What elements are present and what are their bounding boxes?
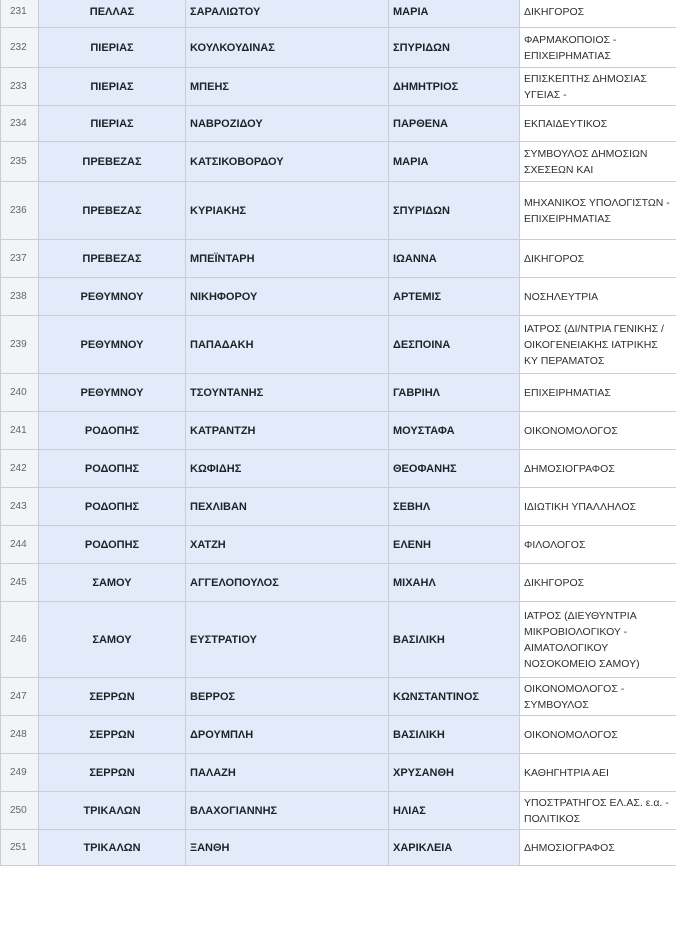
last-name-cell[interactable]: ΔΡΟΥΜΠΛΗ: [186, 716, 389, 754]
row-number-cell[interactable]: 236: [1, 182, 39, 240]
first-name-cell[interactable]: ΧΡΥΣΑΝΘΗ: [389, 754, 520, 792]
last-name-cell[interactable]: ΑΓΓΕΛΟΠΟΥΛΟΣ: [186, 564, 389, 602]
last-name-cell[interactable]: ΒΕΡΡΟΣ: [186, 678, 389, 716]
first-name-cell[interactable]: ΑΡΤΕΜΙΣ: [389, 278, 520, 316]
region-cell[interactable]: ΠΡΕΒΕΖΑΣ: [39, 182, 186, 240]
region-cell[interactable]: ΡΟΔΟΠΗΣ: [39, 450, 186, 488]
region-cell[interactable]: ΡΟΔΟΠΗΣ: [39, 412, 186, 450]
row-number-cell[interactable]: 246: [1, 602, 39, 678]
table-row: [1, 0, 676, 28]
row-number-cell[interactable]: 233: [1, 68, 39, 106]
table-row: [1, 678, 676, 716]
first-name-cell[interactable]: ΠΑΡΘΕΝΑ: [389, 106, 520, 142]
table-row: [1, 374, 676, 412]
first-name-cell[interactable]: ΓΑΒΡΙΗΛ: [389, 374, 520, 412]
region-cell[interactable]: ΠΡΕΒΕΖΑΣ: [39, 240, 186, 278]
last-name-cell[interactable]: ΠΕΧΛΙΒΑΝ: [186, 488, 389, 526]
last-name-cell[interactable]: ΚΩΦΙΔΗΣ: [186, 450, 389, 488]
table-row: [1, 792, 676, 830]
row-number-cell[interactable]: 249: [1, 754, 39, 792]
profession-cell[interactable]: ΟΙΚΟΝΟΜΟΛΟΓΟΣ: [520, 716, 676, 754]
region-cell[interactable]: ΣΕΡΡΩΝ: [39, 716, 186, 754]
table-body: [1, 0, 676, 866]
first-name-cell[interactable]: ΜΑΡΙΑ: [389, 142, 520, 182]
last-name-cell[interactable]: ΣΑΡΑΛΙΩΤΟΥ: [186, 0, 389, 28]
first-name-cell[interactable]: ΣΕΒΗΛ: [389, 488, 520, 526]
first-name-cell[interactable]: ΜΟΥΣΤΑΦΑ: [389, 412, 520, 450]
region-cell[interactable]: ΡΕΘΥΜΝΟΥ: [39, 316, 186, 374]
profession-cell[interactable]: ΙΑΤΡΟΣ (ΔΙΕΥΘΥΝΤΡΙΑ ΜΙΚΡΟΒΙΟΛΟΓΙΚΟΥ - ΑΙΜΑΤΟΛΟΓΙΚΟΥ ΝΟΣΟΚΟΜΕΙΟ ΣΑΜΟΥ): [520, 602, 676, 678]
first-name-cell[interactable]: ΕΛΕΝΗ: [389, 526, 520, 564]
profession-cell[interactable]: ΣΥΜΒΟΥΛΟΣ ΔΗΜΟΣΙΩΝ ΣΧΕΣΕΩΝ ΚΑΙ: [520, 142, 676, 182]
table-row: [1, 316, 676, 374]
row-number-cell[interactable]: 245: [1, 564, 39, 602]
row-number-cell[interactable]: 242: [1, 450, 39, 488]
region-cell[interactable]: ΠΕΛΛΑΣ: [39, 0, 186, 28]
last-name-cell[interactable]: ΠΑΛΑΖΗ: [186, 754, 389, 792]
region-cell[interactable]: ΣΑΜΟΥ: [39, 602, 186, 678]
first-name-cell[interactable]: ΧΑΡΙΚΛΕΙΑ: [389, 830, 520, 866]
row-number-cell[interactable]: 240: [1, 374, 39, 412]
last-name-cell[interactable]: ΜΠΕΪΝΤΑΡΗ: [186, 240, 389, 278]
last-name-cell[interactable]: ΕΥΣΤΡΑΤΙΟΥ: [186, 602, 389, 678]
profession-cell[interactable]: ΕΠΙΣΚΕΠΤΗΣ ΔΗΜΟΣΙΑΣ ΥΓΕΙΑΣ -: [520, 68, 676, 106]
profession-cell[interactable]: ΔΙΚΗΓΟΡΟΣ: [520, 240, 676, 278]
last-name-cell[interactable]: ΧΑΤΖΗ: [186, 526, 389, 564]
last-name-cell[interactable]: ΞΑΝΘΗ: [186, 830, 389, 866]
last-name-cell[interactable]: ΤΣΟΥΝΤΑΝΗΣ: [186, 374, 389, 412]
table-row: [1, 716, 676, 754]
profession-cell[interactable]: ΙΑΤΡΟΣ (ΔΙ/ΝΤΡΙΑ ΓΕΝΙΚΗΣ / ΟΙΚΟΓΕΝΕΙΑΚΗΣ ΙΑΤΡΙΚΗΣ ΚΥ ΠΕΡΑΜΑΤΟΣ: [520, 316, 676, 374]
profession-cell[interactable]: ΔΙΚΗΓΟΡΟΣ: [520, 564, 676, 602]
table-row: [1, 488, 676, 526]
profession-cell[interactable]: ΦΙΛΟΛΟΓΟΣ: [520, 526, 676, 564]
row-number-cell[interactable]: 244: [1, 526, 39, 564]
first-name-cell[interactable]: ΒΑΣΙΛΙΚΗ: [389, 602, 520, 678]
table-row: [1, 106, 676, 142]
first-name-cell[interactable]: ΜΑΡΙΑ: [389, 0, 520, 28]
profession-cell[interactable]: ΦΑΡΜΑΚΟΠΟΙΟΣ - ΕΠΙΧΕΙΡΗΜΑΤΙΑΣ: [520, 28, 676, 68]
last-name-cell[interactable]: ΚΟΥΛΚΟΥΔΙΝΑΣ: [186, 28, 389, 68]
last-name-cell[interactable]: ΝΙΚΗΦΟΡΟΥ: [186, 278, 389, 316]
row-number-cell[interactable]: 247: [1, 678, 39, 716]
region-cell[interactable]: ΡΟΔΟΠΗΣ: [39, 526, 186, 564]
region-cell[interactable]: ΣΑΜΟΥ: [39, 564, 186, 602]
profession-cell[interactable]: ΚΑΘΗΓΗΤΡΙΑ ΑΕΙ: [520, 754, 676, 792]
region-cell[interactable]: ΤΡΙΚΑΛΩΝ: [39, 792, 186, 830]
table-row: [1, 142, 676, 182]
table-row: [1, 240, 676, 278]
region-cell[interactable]: ΠΙΕΡΙΑΣ: [39, 106, 186, 142]
last-name-cell[interactable]: ΒΛΑΧΟΓΙΑΝΝΗΣ: [186, 792, 389, 830]
table-row: [1, 412, 676, 450]
table-row: [1, 28, 676, 68]
profession-cell[interactable]: ΕΠΙΧΕΙΡΗΜΑΤΙΑΣ: [520, 374, 676, 412]
row-number-cell[interactable]: 234: [1, 106, 39, 142]
row-number-cell[interactable]: 248: [1, 716, 39, 754]
last-name-cell[interactable]: ΝΑΒΡΟΖΙΔΟΥ: [186, 106, 389, 142]
region-cell[interactable]: ΠΙΕΡΙΑΣ: [39, 28, 186, 68]
first-name-cell[interactable]: ΔΗΜΗΤΡΙΟΣ: [389, 68, 520, 106]
row-number-cell[interactable]: 250: [1, 792, 39, 830]
region-cell[interactable]: ΡΕΘΥΜΝΟΥ: [39, 278, 186, 316]
table-row: [1, 754, 676, 792]
first-name-cell[interactable]: ΗΛΙΑΣ: [389, 792, 520, 830]
last-name-cell[interactable]: ΜΠΕΗΣ: [186, 68, 389, 106]
profession-cell[interactable]: ΝΟΣΗΛΕΥΤΡΙΑ: [520, 278, 676, 316]
profession-cell[interactable]: ΙΔΙΩΤΙΚΗ ΥΠΑΛΛΗΛΟΣ: [520, 488, 676, 526]
first-name-cell[interactable]: ΣΠΥΡΙΔΩΝ: [389, 182, 520, 240]
profession-cell[interactable]: ΜΗΧΑΝΙΚΟΣ ΥΠΟΛΟΓΙΣΤΩΝ - ΕΠΙΧΕΙΡΗΜΑΤΙΑΣ: [520, 182, 676, 240]
profession-cell[interactable]: ΥΠΟΣΤΡΑΤΗΓΟΣ ΕΛ.ΑΣ. ε.α. - ΠΟΛΙΤΙΚΟΣ: [520, 792, 676, 830]
first-name-cell[interactable]: ΙΩΑΝΝΑ: [389, 240, 520, 278]
table-row: [1, 564, 676, 602]
last-name-cell[interactable]: ΚΑΤΣΙΚΟΒΟΡΔΟΥ: [186, 142, 389, 182]
first-name-cell[interactable]: ΜΙΧΑΗΛ: [389, 564, 520, 602]
profession-cell[interactable]: ΕΚΠΑΙΔΕΥΤΙΚΟΣ: [520, 106, 676, 142]
table-row: [1, 602, 676, 678]
last-name-cell[interactable]: ΚΥΡΙΑΚΗΣ: [186, 182, 389, 240]
row-number-cell[interactable]: 235: [1, 142, 39, 182]
region-cell[interactable]: ΣΕΡΡΩΝ: [39, 678, 186, 716]
last-name-cell[interactable]: ΠΑΠΑΔΑΚΗ: [186, 316, 389, 374]
profession-cell[interactable]: ΟΙΚΟΝΟΜΟΛΟΓΟΣ: [520, 412, 676, 450]
region-cell[interactable]: ΣΕΡΡΩΝ: [39, 754, 186, 792]
row-number-cell[interactable]: 243: [1, 488, 39, 526]
row-number-cell[interactable]: 239: [1, 316, 39, 374]
profession-cell[interactable]: ΔΗΜΟΣΙΟΓΡΑΦΟΣ: [520, 830, 676, 866]
region-cell[interactable]: ΡΟΔΟΠΗΣ: [39, 488, 186, 526]
table-row: [1, 526, 676, 564]
region-cell[interactable]: ΡΕΘΥΜΝΟΥ: [39, 374, 186, 412]
profession-cell[interactable]: ΔΙΚΗΓΟΡΟΣ: [520, 0, 676, 28]
first-name-cell[interactable]: ΒΑΣΙΛΙΚΗ: [389, 716, 520, 754]
region-cell[interactable]: ΤΡΙΚΑΛΩΝ: [39, 830, 186, 866]
row-number-cell[interactable]: 232: [1, 28, 39, 68]
row-number-cell[interactable]: 241: [1, 412, 39, 450]
table-row: [1, 68, 676, 106]
table-row: [1, 182, 676, 240]
table-row: [1, 278, 676, 316]
region-cell[interactable]: ΠΡΕΒΕΖΑΣ: [39, 142, 186, 182]
row-number-cell[interactable]: 238: [1, 278, 39, 316]
table-row: [1, 830, 676, 866]
profession-cell[interactable]: ΟΙΚΟΝΟΜΟΛΟΓΟΣ - ΣΥΜΒΟΥΛΟΣ: [520, 678, 676, 716]
region-cell[interactable]: ΠΙΕΡΙΑΣ: [39, 68, 186, 106]
table-row: [1, 450, 676, 488]
row-number-cell[interactable]: 251: [1, 830, 39, 866]
first-name-cell[interactable]: ΔΕΣΠΟΙΝΑ: [389, 316, 520, 374]
row-number-cell[interactable]: 231: [1, 0, 39, 28]
first-name-cell[interactable]: ΚΩΝΣΤΑΝΤΙΝΟΣ: [389, 678, 520, 716]
first-name-cell[interactable]: ΣΠΥΡΙΔΩΝ: [389, 28, 520, 68]
last-name-cell[interactable]: ΚΑΤΡΑΝΤΖΗ: [186, 412, 389, 450]
first-name-cell[interactable]: ΘΕΟΦΑΝΗΣ: [389, 450, 520, 488]
row-number-cell[interactable]: 237: [1, 240, 39, 278]
profession-cell[interactable]: ΔΗΜΟΣΙΟΓΡΑΦΟΣ: [520, 450, 676, 488]
